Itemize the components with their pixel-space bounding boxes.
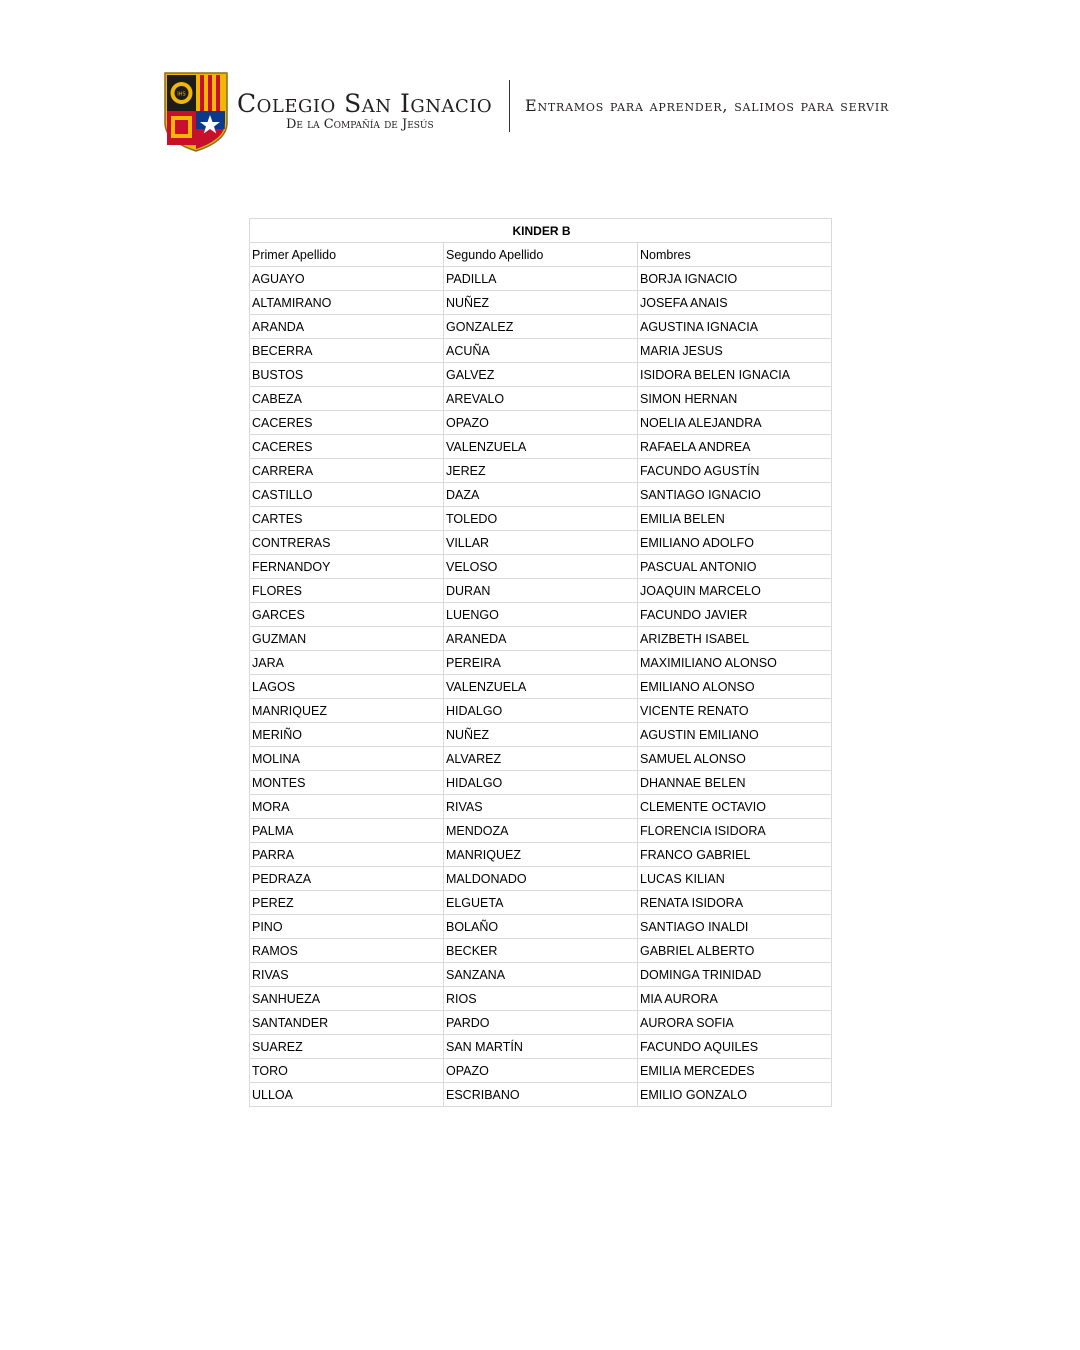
page-header (163, 70, 923, 154)
cell-nombres: ARIZBETH ISABEL (638, 627, 832, 651)
cell-segundo-apellido: GONZALEZ (444, 315, 638, 339)
cell-nombres: FACUNDO AGUSTÍN (638, 459, 832, 483)
cell-segundo-apellido: RIOS (444, 987, 638, 1011)
cell-primer-apellido: CACERES (250, 435, 444, 459)
cell-primer-apellido: MERIÑO (250, 723, 444, 747)
school-name: Colegio San Ignacio (237, 89, 493, 118)
table-row (250, 507, 832, 531)
cell-primer-apellido: LAGOS (250, 675, 444, 699)
cell-segundo-apellido: ELGUETA (444, 891, 638, 915)
svg-text:IHS: IHS (177, 91, 186, 98)
cell-primer-apellido: PINO (250, 915, 444, 939)
cell-primer-apellido: PEDRAZA (250, 867, 444, 891)
cell-primer-apellido: TORO (250, 1059, 444, 1083)
cell-primer-apellido: BUSTOS (250, 363, 444, 387)
cell-primer-apellido: ALTAMIRANO (250, 291, 444, 315)
table-row (250, 1083, 832, 1107)
table-title: KINDER B (250, 219, 832, 243)
cell-segundo-apellido: VALENZUELA (444, 435, 638, 459)
table-row (250, 987, 832, 1011)
cell-nombres: DHANNAE BELEN (638, 771, 832, 795)
cell-segundo-apellido: DURAN (444, 579, 638, 603)
table-row (250, 459, 832, 483)
school-motto: Entramos para aprender, salimos para servir (525, 96, 890, 115)
cell-segundo-apellido: DAZA (444, 483, 638, 507)
cell-nombres: MARIA JESUS (638, 339, 832, 363)
cell-nombres: FACUNDO AQUILES (638, 1035, 832, 1059)
cell-segundo-apellido: TOLEDO (444, 507, 638, 531)
cell-segundo-apellido: ESCRIBANO (444, 1083, 638, 1107)
cell-nombres: BORJA IGNACIO (638, 267, 832, 291)
cell-primer-apellido: MOLINA (250, 747, 444, 771)
cell-primer-apellido: GARCES (250, 603, 444, 627)
cell-segundo-apellido: BOLAÑO (444, 915, 638, 939)
cell-segundo-apellido: OPAZO (444, 1059, 638, 1083)
cell-primer-apellido: MANRIQUEZ (250, 699, 444, 723)
table-row (250, 531, 832, 555)
cell-primer-apellido: PEREZ (250, 891, 444, 915)
table-row (250, 363, 832, 387)
cell-primer-apellido: CACERES (250, 411, 444, 435)
cell-primer-apellido: CONTRERAS (250, 531, 444, 555)
cell-nombres: MIA AURORA (638, 987, 832, 1011)
cell-segundo-apellido: AREVALO (444, 387, 638, 411)
cell-primer-apellido: SUAREZ (250, 1035, 444, 1059)
cell-nombres: EMILIANO ADOLFO (638, 531, 832, 555)
table-row (250, 1035, 832, 1059)
cell-nombres: ISIDORA BELEN IGNACIA (638, 363, 832, 387)
column-header-nombres: Nombres (638, 243, 832, 267)
cell-nombres: EMILIANO ALONSO (638, 675, 832, 699)
column-header-segundo-apellido: Segundo Apellido (444, 243, 638, 267)
cell-nombres: AGUSTINA IGNACIA (638, 315, 832, 339)
cell-nombres: CLEMENTE OCTAVIO (638, 795, 832, 819)
table-row (250, 435, 832, 459)
cell-segundo-apellido: MENDOZA (444, 819, 638, 843)
cell-nombres: FRANCO GABRIEL (638, 843, 832, 867)
table-row (250, 603, 832, 627)
cell-nombres: DOMINGA TRINIDAD (638, 963, 832, 987)
table-row (250, 867, 832, 891)
table-row (250, 339, 832, 363)
cell-primer-apellido: FLORES (250, 579, 444, 603)
cell-nombres: SANTIAGO INALDI (638, 915, 832, 939)
cell-primer-apellido: BECERRA (250, 339, 444, 363)
table-row (250, 387, 832, 411)
table-row (250, 555, 832, 579)
table-row (250, 675, 832, 699)
column-header-primer-apellido: Primer Apellido (250, 243, 444, 267)
cell-segundo-apellido: VELOSO (444, 555, 638, 579)
cell-primer-apellido: SANTANDER (250, 1011, 444, 1035)
cell-nombres: JOSEFA ANAIS (638, 291, 832, 315)
cell-nombres: EMILIO GONZALO (638, 1083, 832, 1107)
table-row (250, 699, 832, 723)
school-crest-logo (163, 71, 229, 153)
cell-nombres: NOELIA ALEJANDRA (638, 411, 832, 435)
cell-primer-apellido: CASTILLO (250, 483, 444, 507)
table-row (250, 843, 832, 867)
cell-primer-apellido: CARRERA (250, 459, 444, 483)
cell-segundo-apellido: LUENGO (444, 603, 638, 627)
header-divider (509, 80, 510, 132)
cell-nombres: AGUSTIN EMILIANO (638, 723, 832, 747)
cell-nombres: VICENTE RENATO (638, 699, 832, 723)
cell-nombres: GABRIEL ALBERTO (638, 939, 832, 963)
table-row (250, 747, 832, 771)
table-row (250, 771, 832, 795)
cell-nombres: SIMON HERNAN (638, 387, 832, 411)
cell-primer-apellido: MONTES (250, 771, 444, 795)
cell-segundo-apellido: ACUÑA (444, 339, 638, 363)
cell-primer-apellido: GUZMAN (250, 627, 444, 651)
table-row (250, 1011, 832, 1035)
cell-segundo-apellido: ARANEDA (444, 627, 638, 651)
cell-segundo-apellido: SANZANA (444, 963, 638, 987)
cell-segundo-apellido: PADILLA (444, 267, 638, 291)
cell-segundo-apellido: NUÑEZ (444, 723, 638, 747)
cell-primer-apellido: ULLOA (250, 1083, 444, 1107)
table-row (250, 483, 832, 507)
cell-primer-apellido: CARTES (250, 507, 444, 531)
school-subtitle: De la Compañía de Jesús (286, 117, 434, 132)
cell-segundo-apellido: HIDALGO (444, 699, 638, 723)
cell-segundo-apellido: VILLAR (444, 531, 638, 555)
cell-segundo-apellido: BECKER (444, 939, 638, 963)
cell-primer-apellido: SANHUEZA (250, 987, 444, 1011)
cell-primer-apellido: PARRA (250, 843, 444, 867)
cell-nombres: EMILIA BELEN (638, 507, 832, 531)
cell-segundo-apellido: MANRIQUEZ (444, 843, 638, 867)
cell-primer-apellido: JARA (250, 651, 444, 675)
cell-primer-apellido: FERNANDOY (250, 555, 444, 579)
cell-segundo-apellido: NUÑEZ (444, 291, 638, 315)
cell-segundo-apellido: GALVEZ (444, 363, 638, 387)
cell-nombres: MAXIMILIANO ALONSO (638, 651, 832, 675)
cell-primer-apellido: MORA (250, 795, 444, 819)
cell-nombres: JOAQUIN MARCELO (638, 579, 832, 603)
table-row (250, 627, 832, 651)
cell-segundo-apellido: MALDONADO (444, 867, 638, 891)
cell-segundo-apellido: HIDALGO (444, 771, 638, 795)
table-row (250, 651, 832, 675)
cell-nombres: SAMUEL ALONSO (638, 747, 832, 771)
table-title-row (250, 219, 832, 243)
column-header-row (250, 243, 832, 267)
cell-nombres: AURORA SOFIA (638, 1011, 832, 1035)
cell-segundo-apellido: SAN MARTÍN (444, 1035, 638, 1059)
cell-primer-apellido: PALMA (250, 819, 444, 843)
cell-nombres: FLORENCIA ISIDORA (638, 819, 832, 843)
roster-body (250, 267, 832, 1107)
cell-primer-apellido: AGUAYO (250, 267, 444, 291)
table-row (250, 291, 832, 315)
cell-primer-apellido: ARANDA (250, 315, 444, 339)
table-row (250, 723, 832, 747)
class-roster-table (249, 218, 832, 1107)
cell-primer-apellido: CABEZA (250, 387, 444, 411)
cell-nombres: LUCAS KILIAN (638, 867, 832, 891)
table-row (250, 315, 832, 339)
cell-nombres: RENATA ISIDORA (638, 891, 832, 915)
cell-primer-apellido: RIVAS (250, 963, 444, 987)
cell-nombres: SANTIAGO IGNACIO (638, 483, 832, 507)
table-row (250, 891, 832, 915)
table-row (250, 795, 832, 819)
cell-nombres: RAFAELA ANDREA (638, 435, 832, 459)
cell-segundo-apellido: PARDO (444, 1011, 638, 1035)
table-row (250, 579, 832, 603)
cell-segundo-apellido: RIVAS (444, 795, 638, 819)
table-row (250, 915, 832, 939)
table-row (250, 411, 832, 435)
cell-segundo-apellido: OPAZO (444, 411, 638, 435)
cell-nombres: FACUNDO JAVIER (638, 603, 832, 627)
cell-primer-apellido: RAMOS (250, 939, 444, 963)
table-row (250, 1059, 832, 1083)
cell-segundo-apellido: ALVAREZ (444, 747, 638, 771)
cell-nombres: PASCUAL ANTONIO (638, 555, 832, 579)
cell-segundo-apellido: VALENZUELA (444, 675, 638, 699)
table-row (250, 267, 832, 291)
table-row (250, 939, 832, 963)
cell-segundo-apellido: PEREIRA (444, 651, 638, 675)
cell-segundo-apellido: JEREZ (444, 459, 638, 483)
cell-nombres: EMILIA MERCEDES (638, 1059, 832, 1083)
table-row (250, 963, 832, 987)
table-row (250, 819, 832, 843)
